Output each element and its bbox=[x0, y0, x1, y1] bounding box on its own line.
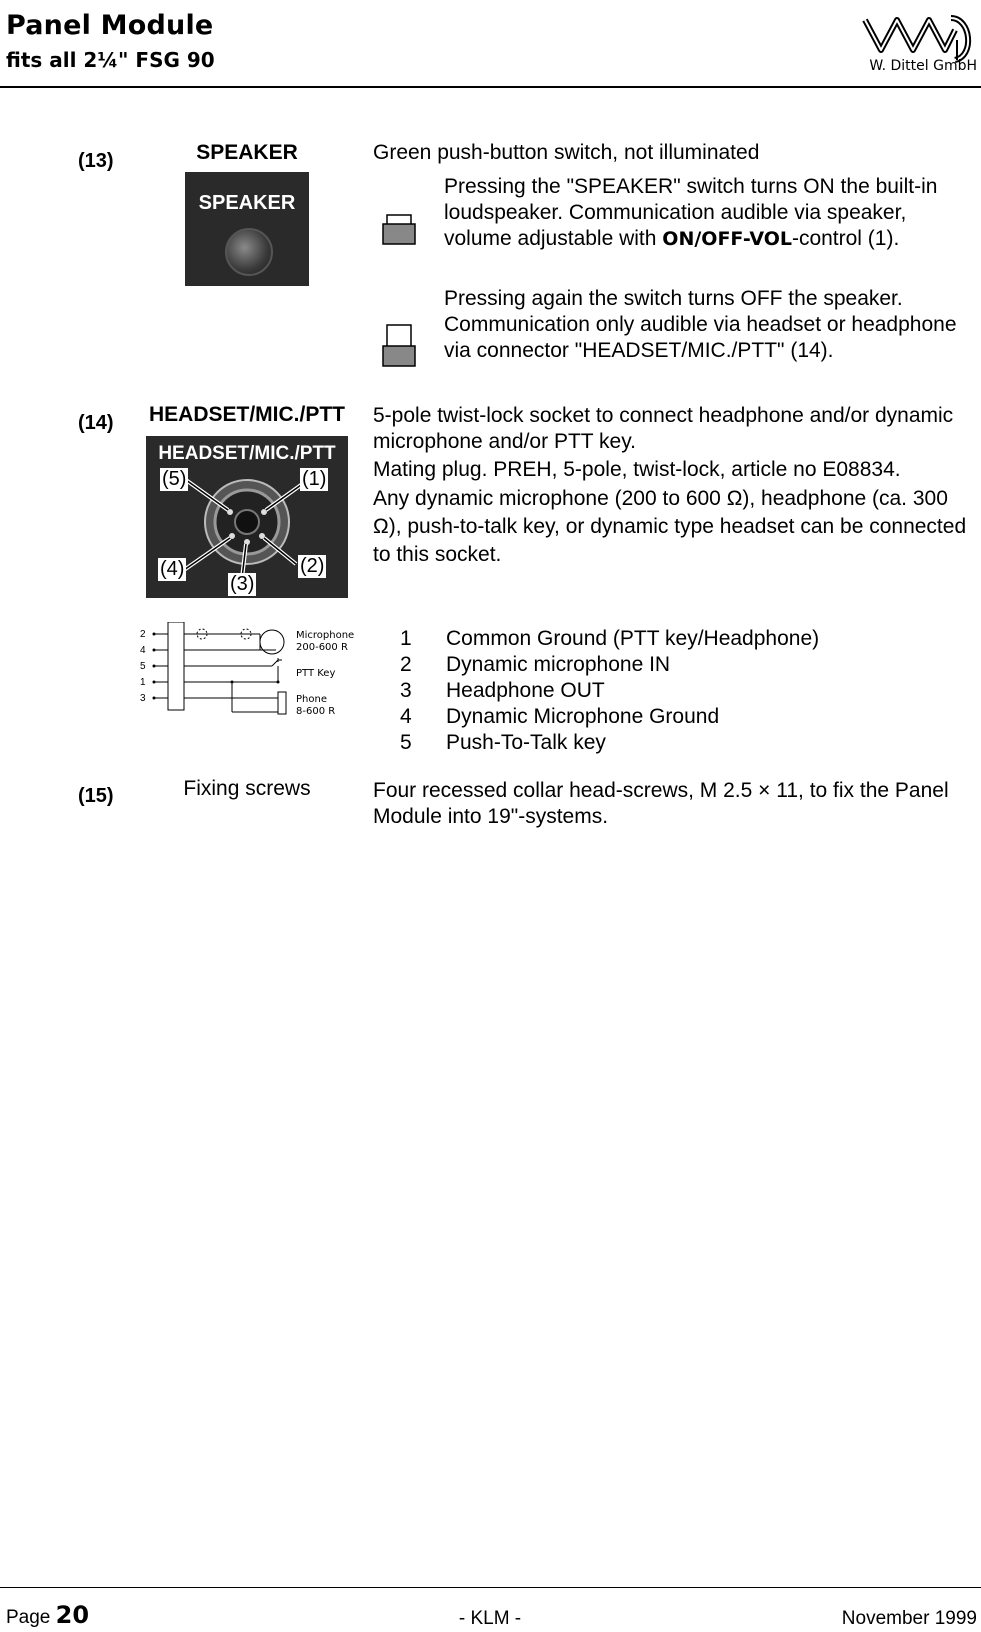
headset-photo-caption: HEADSET/MIC./PTT bbox=[158, 443, 336, 464]
schematic-pin-label: 5 bbox=[140, 661, 146, 672]
page-prefix: Page bbox=[6, 1607, 51, 1628]
schematic-pin-label: 1 bbox=[140, 677, 146, 688]
headset-description bbox=[373, 403, 973, 569]
footer-center: - KLM - bbox=[458, 1608, 522, 1629]
photo-pin-4: (4) bbox=[160, 558, 185, 580]
pin-description: Headphone OUT bbox=[446, 679, 605, 702]
headset-label: HEADSET/MIC./PTT bbox=[148, 403, 345, 426]
pin-row bbox=[400, 652, 819, 678]
item-number-13: (13) bbox=[78, 150, 114, 172]
schematic-phone-range: 8-600 R bbox=[296, 706, 336, 717]
switch-on-icon bbox=[382, 214, 416, 246]
pin-row bbox=[400, 730, 819, 756]
pin-number: 1 bbox=[400, 627, 412, 650]
headset-desc-3: Any dynamic microphone (200 to 600 Ω), headphone (ca. 300 Ω), push-to-talk key, or dynamic type headset can be connected to this socket. bbox=[373, 487, 967, 566]
speaker-on-text-body: Pressing the "SPEAKER" switch turns ON the built-in loudspeaker. Communication audible via speaker, volume adjustable with bbox=[444, 175, 938, 250]
pin-number: 2 bbox=[400, 653, 412, 676]
pin-row bbox=[400, 626, 819, 652]
schematic-phone-label bbox=[296, 694, 335, 718]
wiring-schematic bbox=[136, 622, 366, 722]
photo-pin-5: (5) bbox=[162, 468, 187, 490]
speaker-description: Green push-button switch, not illuminated bbox=[373, 141, 760, 164]
pin-description: Common Ground (PTT key/Headphone) bbox=[446, 627, 820, 650]
photo-pin-2: (2) bbox=[300, 555, 325, 577]
pin-description: Dynamic microphone IN bbox=[446, 653, 671, 676]
headset-desc-1: 5-pole twist-lock socket to connect headphone and/or dynamic microphone and/or PTT key. bbox=[373, 404, 954, 453]
speaker-off-text: Pressing again the switch turns OFF the speaker. Communication only audible via headset or headphone via connector "HEADSET/MIC./PTT" (14). bbox=[444, 287, 957, 362]
pin-list bbox=[400, 626, 819, 756]
schematic-microphone-range: 200-600 R bbox=[296, 642, 348, 653]
schematic-pin-label: 3 bbox=[140, 693, 146, 704]
speaker-photo-caption: SPEAKER bbox=[198, 192, 296, 214]
pin-number: 4 bbox=[400, 705, 412, 728]
speaker-on-text bbox=[444, 174, 974, 252]
page-indicator bbox=[6, 1601, 89, 1629]
pin-number: 3 bbox=[400, 679, 412, 702]
speaker-photo bbox=[185, 172, 309, 286]
switch-off-icon bbox=[382, 324, 416, 368]
schematic-microphone-label bbox=[296, 630, 354, 654]
schematic-phone: Phone bbox=[296, 694, 327, 705]
logo-text: W. Dittel GmbH bbox=[869, 58, 977, 74]
pin-number: 5 bbox=[400, 731, 412, 754]
headset-photo bbox=[146, 436, 348, 598]
speaker-button-graphic bbox=[225, 228, 273, 276]
headset-desc-2: Mating plug. PREH, 5-pole, twist-lock, article no E08834. bbox=[373, 458, 901, 481]
header-rule bbox=[0, 86, 981, 88]
footer-date: November 1999 bbox=[841, 1608, 977, 1629]
pin-row bbox=[400, 704, 819, 730]
page-title: Panel Module bbox=[6, 10, 214, 41]
on-off-vol-control: ON/OFF-VOL bbox=[662, 228, 792, 250]
photo-pin-1: (1) bbox=[302, 468, 327, 490]
pin-row bbox=[400, 678, 819, 704]
page-subtitle: fits all 2¼" FSG 90 bbox=[6, 48, 215, 72]
page-number: 20 bbox=[55, 1601, 90, 1629]
schematic-pin-label: 4 bbox=[140, 645, 146, 656]
pin-description: Dynamic Microphone Ground bbox=[446, 705, 720, 728]
speaker-on-text-tail: -control (1). bbox=[791, 227, 900, 250]
speaker-label: SPEAKER bbox=[196, 141, 298, 164]
schematic-pin-labels bbox=[140, 627, 146, 707]
schematic-microphone: Microphone bbox=[296, 630, 355, 641]
screws-description: Four recessed collar head-screws, M 2.5 × 11, to fix the Panel Module into 19"-systems. bbox=[373, 779, 949, 828]
footer-rule bbox=[0, 1587, 981, 1588]
screws-label: Fixing screws bbox=[183, 777, 311, 800]
item-number-14: (14) bbox=[78, 412, 114, 434]
photo-pin-3: (3) bbox=[230, 573, 255, 595]
item-number-15: (15) bbox=[78, 785, 114, 807]
pin-description: Push-To-Talk key bbox=[446, 731, 606, 754]
schematic-ptt-label: PTT Key bbox=[296, 668, 336, 679]
schematic-pin-label: 2 bbox=[140, 629, 146, 640]
